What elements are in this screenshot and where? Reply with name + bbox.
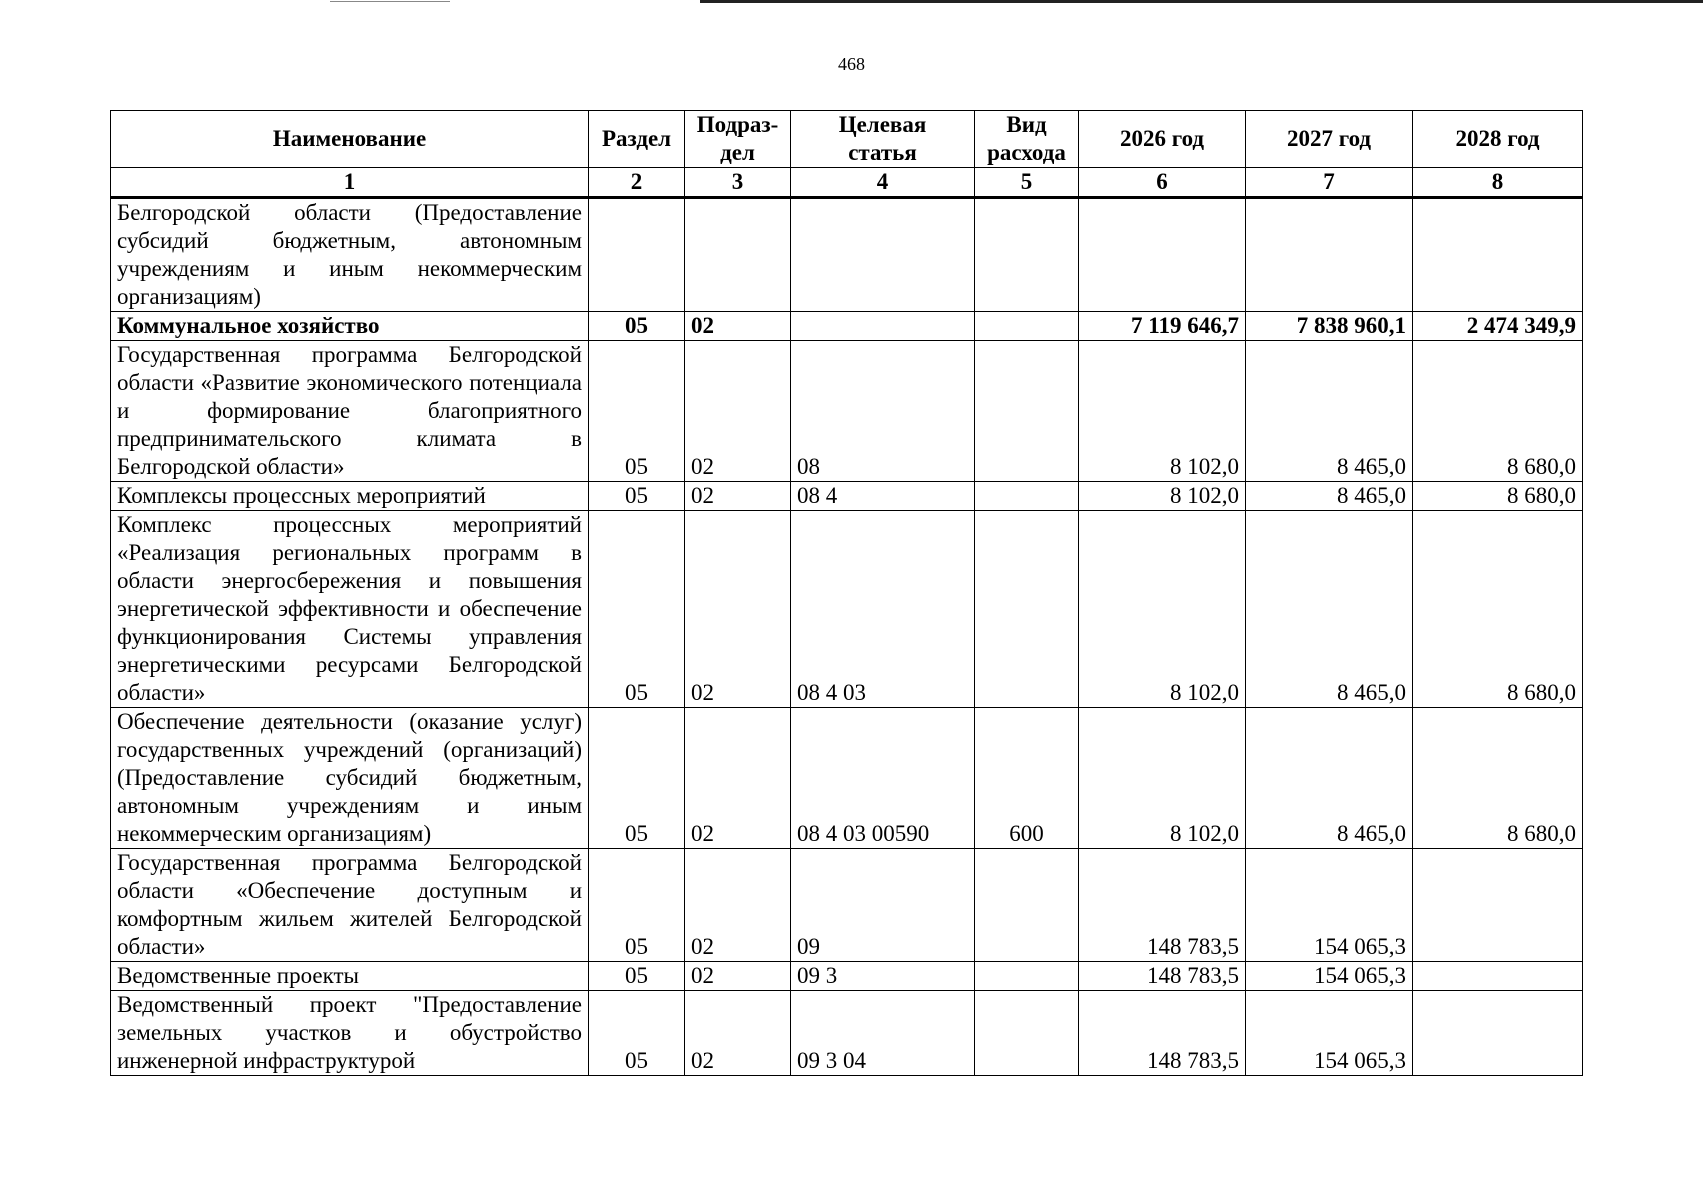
header-razdel: Раздел [589,111,685,168]
header-podrazdel-line2: дел [720,140,755,165]
column-number: 4 [791,168,975,198]
row-amount-2028 [1413,849,1583,962]
row-amount-2027: 8 465,0 [1246,511,1413,708]
header-statya-line1: Целевая [838,112,927,137]
row-amount-2026: 148 783,5 [1079,962,1246,991]
row-amount-2026: 7 119 646,7 [1079,312,1246,341]
row-vid [975,511,1079,708]
row-razdel: 05 [589,482,685,511]
row-podrazdel: 02 [685,991,791,1076]
row-name: Обеспечение деятельности (оказание услуг) государственных учреждений (организаций) (Предоставление субсидий бюджетным, автономным учреждениям и иным некоммерческим организациям) [111,708,589,849]
row-name: Ведомственный проект "Предоставление земельных участков и обустройство инженерной инфраструктурой [111,991,589,1076]
column-number: 3 [685,168,791,198]
row-podrazdel [685,198,791,312]
row-vid [975,991,1079,1076]
row-vid [975,312,1079,341]
row-podrazdel: 02 [685,482,791,511]
page-number: 468 [838,54,865,74]
row-statya [791,198,975,312]
row-razdel: 05 [589,708,685,849]
header-2028: 2028 год [1413,111,1583,168]
scan-edge-line [330,1,450,2]
row-amount-2028: 8 680,0 [1413,482,1583,511]
scan-edge-line [700,0,1703,3]
row-name: Государственная программа Белгородской области «Развитие экономического потенциала и формирование благоприятного предпринимательского климата в Белгородской области» [111,341,589,482]
row-podrazdel: 02 [685,511,791,708]
table-row [111,482,1583,511]
row-statya [791,312,975,341]
row-name: Комплексы процессных мероприятий [111,482,589,511]
row-amount-2026: 8 102,0 [1079,708,1246,849]
row-podrazdel: 02 [685,312,791,341]
row-statya: 08 [791,341,975,482]
column-number: 7 [1246,168,1413,198]
row-podrazdel: 02 [685,962,791,991]
row-statya: 08 4 03 00590 [791,708,975,849]
row-razdel: 05 [589,312,685,341]
table-row [111,312,1583,341]
row-amount-2026: 148 783,5 [1079,849,1246,962]
row-amount-2028: 2 474 349,9 [1413,312,1583,341]
row-amount-2028: 8 680,0 [1413,708,1583,849]
row-amount-2028 [1413,198,1583,312]
header-2027: 2027 год [1246,111,1413,168]
row-amount-2026: 8 102,0 [1079,341,1246,482]
budget-table [110,110,1583,1076]
header-2026: 2026 год [1079,111,1246,168]
row-vid [975,198,1079,312]
table-row [111,991,1583,1076]
row-amount-2027: 154 065,3 [1246,962,1413,991]
table-row [111,198,1583,312]
row-statya: 09 [791,849,975,962]
row-vid [975,849,1079,962]
column-number: 2 [589,168,685,198]
row-name: Государственная программа Белгородской области «Обеспечение доступным и комфортным жильем жителей Белгородской области» [111,849,589,962]
row-razdel: 05 [589,341,685,482]
row-razdel [589,198,685,312]
header-vid-line1: Вид [1006,112,1047,137]
column-number: 8 [1413,168,1583,198]
row-amount-2027: 7 838 960,1 [1246,312,1413,341]
row-amount-2027: 154 065,3 [1246,849,1413,962]
header-statya [791,111,975,168]
row-vid [975,482,1079,511]
table-row [111,849,1583,962]
row-amount-2028: 8 680,0 [1413,511,1583,708]
header-vid-line2: расхода [987,140,1066,165]
row-vid [975,341,1079,482]
row-amount-2026: 8 102,0 [1079,482,1246,511]
column-number: 6 [1079,168,1246,198]
row-razdel: 05 [589,962,685,991]
row-vid [975,962,1079,991]
header-podrazdel [685,111,791,168]
table-row [111,708,1583,849]
row-podrazdel: 02 [685,341,791,482]
row-name: Комплекс процессных мероприятий «Реализация региональных программ в области энергосбережения и повышения энергетической эффективности и обеспечение функционирования Системы управления энергетическими ресурсами Белгородской области» [111,511,589,708]
row-podrazdel: 02 [685,708,791,849]
row-name: Белгородской области (Предоставление субсидий бюджетным, автономным учреждениям и иным некоммерческим организациям) [111,198,589,312]
column-number: 5 [975,168,1079,198]
table-row [111,341,1583,482]
row-vid: 600 [975,708,1079,849]
row-amount-2026 [1079,198,1246,312]
row-name: Ведомственные проекты [111,962,589,991]
row-razdel: 05 [589,511,685,708]
row-amount-2027: 8 465,0 [1246,482,1413,511]
column-number: 1 [111,168,589,198]
row-amount-2027 [1246,198,1413,312]
row-razdel: 05 [589,991,685,1076]
row-statya: 08 4 [791,482,975,511]
row-amount-2026: 148 783,5 [1079,991,1246,1076]
header-podrazdel-line1: Подраз- [696,112,779,137]
row-amount-2028 [1413,991,1583,1076]
row-amount-2028 [1413,962,1583,991]
row-razdel: 05 [589,849,685,962]
table-header-row [111,111,1583,168]
row-amount-2027: 8 465,0 [1246,341,1413,482]
row-statya: 09 3 04 [791,991,975,1076]
header-statya-line2: статья [848,140,917,165]
row-amount-2028: 8 680,0 [1413,341,1583,482]
row-podrazdel: 02 [685,849,791,962]
column-number-row [111,168,1583,198]
row-name: Коммунальное хозяйство [111,312,589,341]
row-statya: 08 4 03 [791,511,975,708]
row-amount-2027: 8 465,0 [1246,708,1413,849]
table-row [111,962,1583,991]
table-row [111,511,1583,708]
row-statya: 09 3 [791,962,975,991]
header-name: Наименование [111,111,589,168]
row-amount-2026: 8 102,0 [1079,511,1246,708]
header-vid [975,111,1079,168]
row-amount-2027: 154 065,3 [1246,991,1413,1076]
